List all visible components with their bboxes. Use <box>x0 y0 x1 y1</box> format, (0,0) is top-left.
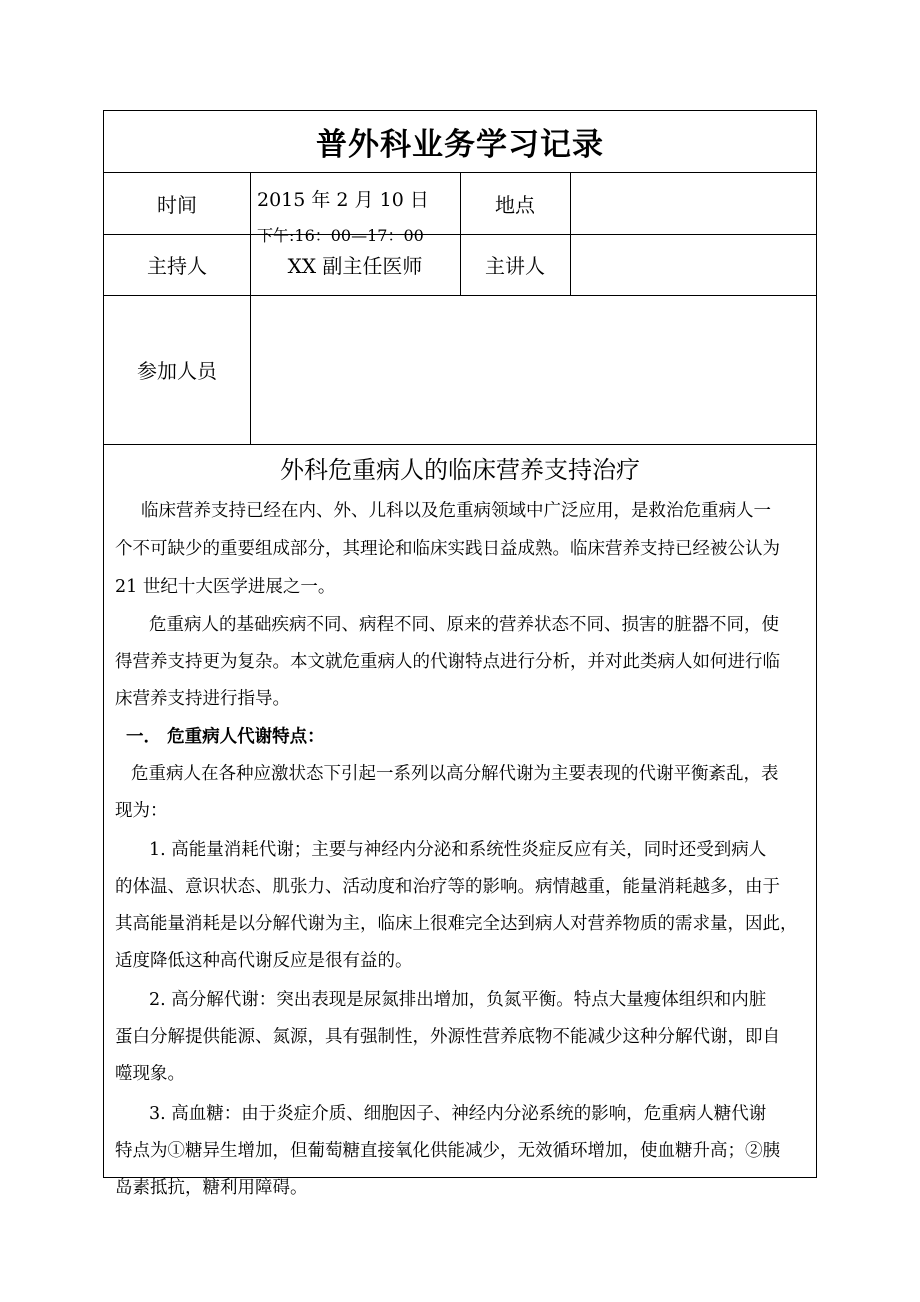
article-line: 3. 高血糖：由于炎症介质、细胞因子、神经内分泌系统的影响，危重病人糖代谢 <box>149 1104 767 1124</box>
speaker-value <box>570 234 818 295</box>
location-value <box>570 172 818 234</box>
article-line: 21 世纪十大医学进展之一。 <box>115 577 336 597</box>
article-line: 危重病人在各种应激状态下引起一系列以高分解代谢为主要表现的代谢平衡紊乱，表 <box>131 764 779 784</box>
participants-label: 参加人员 <box>137 359 217 383</box>
article-line: 2. 高分解代谢：突出表现是尿氮排出增加，负氮平衡。特点大量瘦体组织和内脏 <box>149 990 767 1010</box>
section-heading: 一． 危重病人代谢特点： <box>126 727 325 747</box>
article-line: 床营养支持进行指导。 <box>115 689 290 709</box>
form-title: 普外科业务学习记录 <box>316 127 604 163</box>
location-label: 地点 <box>495 192 535 217</box>
time-label: 时间 <box>157 192 197 217</box>
article-line: 现为： <box>115 801 168 821</box>
article-title: 外科危重病人的临床营养支持治疗 <box>280 456 640 484</box>
article-line: 岛素抵抗，糖利用障碍。 <box>115 1178 308 1198</box>
article-line: 蛋白分解提供能源、氮源，具有强制性，外源性营养底物不能减少这种分解代谢，即自 <box>115 1027 780 1047</box>
speaker-label: 主讲人 <box>485 254 545 278</box>
article-line: 得营养支持更为复杂。本文就危重病人的代谢特点进行分析，并对此类病人如何进行临 <box>115 652 780 672</box>
article-line: 适度降低这种高代谢反应是很有益的。 <box>115 951 413 971</box>
participants-value <box>250 295 818 444</box>
article-content <box>104 444 816 1198</box>
article-line: 其高能量消耗是以分解代谢为主，临床上很难完全达到病人对营养物质的需求量，因此， <box>115 914 798 934</box>
article-line: 危重病人的基础疾病不同、病程不同、原来的营养状态不同、损害的脏器不同，使 <box>149 615 779 635</box>
article-line: 噬现象。 <box>115 1064 185 1084</box>
article-line: 的体温、意识状态、肌张力、活动度和治疗等的影响。病情越重，能量消耗越多，由于 <box>115 877 780 897</box>
date-value: 2015 年 2 月 10 日 <box>257 189 429 211</box>
article-line: 个不可缺少的重要组成部分，其理论和临床实践日益成熟。临床营养支持已经被公认为 <box>115 539 780 559</box>
host-value: XX 副主任医师 <box>287 254 423 278</box>
article-line: 特点为①糖异生增加，但葡萄糖直接氧化供能减少，无效循环增加，使血糖升高；②胰 <box>115 1141 780 1161</box>
time-range-value: 下午:16：00—17：00 <box>257 226 424 245</box>
article-line: 临床营养支持已经在内、外、儿科以及危重病领域中广泛应用，是救治危重病人一 <box>141 501 771 521</box>
article-line: 1. 高能量消耗代谢；主要与神经内分泌和系统性炎症反应有关，同时还受到病人 <box>149 840 767 860</box>
study-record-form <box>103 110 817 1198</box>
host-label: 主持人 <box>147 254 207 278</box>
